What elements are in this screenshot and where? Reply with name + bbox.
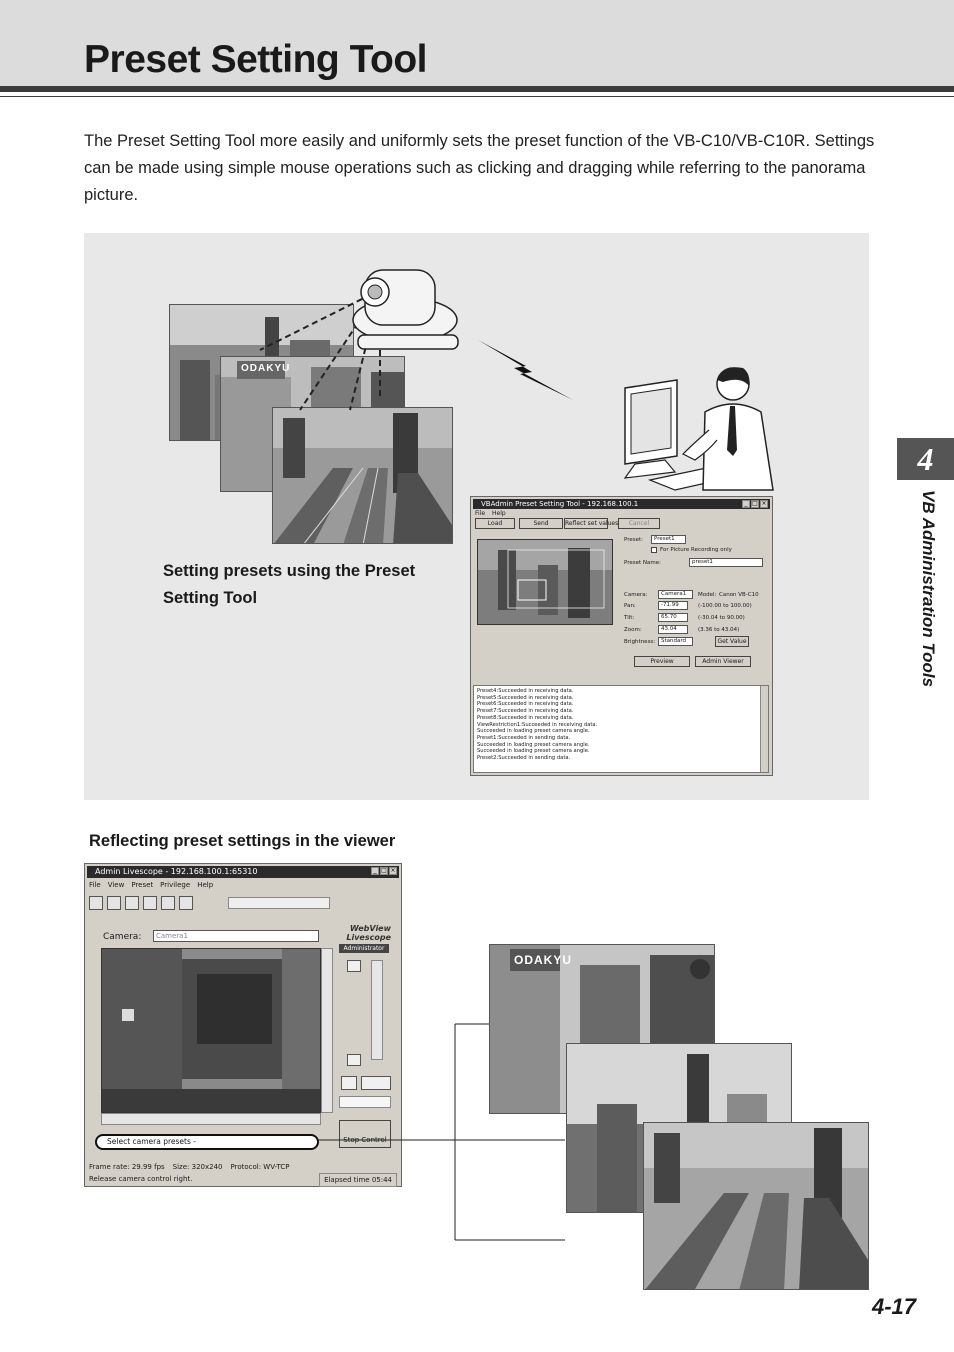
webview-logo xyxy=(339,924,391,942)
stop-control-label: Stop Control xyxy=(343,1136,387,1144)
log-line: Succeeded in loading preset camera angle. xyxy=(477,748,590,755)
menu-file[interactable]: File xyxy=(89,881,101,889)
menu-privilege[interactable]: Privilege xyxy=(160,881,191,889)
log-line: Succeeded in loading preset camera angle. xyxy=(477,741,590,748)
log-line: Preset5:Succeeded in receiving data. xyxy=(477,694,574,701)
status-message: Release camera control right. xyxy=(89,1175,193,1183)
preset-tool-window xyxy=(470,496,773,776)
chapter-side-label-text: VB Administration Tools xyxy=(919,490,938,688)
menu-view[interactable]: View xyxy=(107,881,125,889)
preset-label: Preset: xyxy=(624,537,644,543)
minimize-icon[interactable]: _ xyxy=(742,500,750,508)
toolbar-dropdown[interactable] xyxy=(228,897,330,909)
log-line: Preset8:Succeeded in receiving data. xyxy=(477,714,574,721)
preset-select[interactable] xyxy=(95,1134,319,1150)
model-value: Canon VB-C10 xyxy=(719,592,759,598)
title-rule xyxy=(0,86,954,92)
livescope-menubar xyxy=(89,881,213,889)
model-label: Model: xyxy=(698,592,717,598)
send-button[interactable]: Send xyxy=(519,518,563,529)
camera-label: Camera: xyxy=(103,932,142,942)
preset-tool-menubar xyxy=(475,510,506,517)
close-icon[interactable]: × xyxy=(761,500,767,507)
record-icon[interactable] xyxy=(125,896,139,910)
tilt-input[interactable]: 65.70 xyxy=(658,613,688,622)
preset-name-label: Preset Name: xyxy=(624,560,661,566)
figure2-caption: Reflecting preset settings in the viewer xyxy=(89,832,396,850)
logo-line-2: Livescope xyxy=(346,933,391,942)
preset-select-label: Select camera presets - xyxy=(107,1137,196,1146)
zoom-label: Zoom: xyxy=(624,627,642,633)
toolbar xyxy=(89,896,193,910)
camera-diagram xyxy=(240,250,470,420)
menu-preset[interactable]: Preset xyxy=(131,881,154,889)
close-icon[interactable]: × xyxy=(390,867,396,874)
save-icon[interactable] xyxy=(89,896,103,910)
load-button[interactable]: Load xyxy=(475,518,515,529)
odakyu-sign: ODAKYU xyxy=(241,363,291,374)
layout-icon[interactable] xyxy=(179,896,193,910)
get-value-button[interactable]: Get Value xyxy=(715,636,749,647)
zoom-in-icon[interactable] xyxy=(347,960,361,972)
intro-paragraph: The Preset Setting Tool more easily and uniformly sets the preset function of the VB-C10/VB-C10R. Settings can be made using simple mouse operations such as clicking and dragging while referring to the panorama picture. xyxy=(84,132,875,204)
page-title: Preset Setting Tool xyxy=(84,38,427,81)
log-line: Preset6:Succeeded in receiving data. xyxy=(477,701,574,708)
livescope-title: Admin Livescope - 192.168.100.1:65310 xyxy=(95,867,258,876)
pan-range: (-100.00 to 100.00) xyxy=(698,603,752,609)
odakyu-sign: ODAKYU xyxy=(514,953,573,967)
preset-photo-3 xyxy=(643,1122,869,1290)
menu-help[interactable]: Help xyxy=(492,510,506,517)
frame-rate: Frame rate: 29.99 fps xyxy=(89,1163,165,1171)
status-log xyxy=(473,685,769,773)
preset-select[interactable]: Preset1 xyxy=(651,535,686,544)
preview-button[interactable]: Preview xyxy=(634,656,690,667)
minimize-icon[interactable]: _ xyxy=(371,867,379,875)
maximize-icon[interactable]: □ xyxy=(752,500,758,507)
camera-label: Camera: xyxy=(624,592,648,598)
person-at-computer-illustration xyxy=(605,360,805,500)
log-scrollbar[interactable] xyxy=(760,686,768,772)
brightness-label: Brightness: xyxy=(624,639,656,645)
frame-size: Size: 320x240 xyxy=(172,1163,223,1171)
pan-label: Pan: xyxy=(624,603,636,609)
chapter-tab: 4 xyxy=(897,438,954,480)
preset-name-input[interactable]: preset1 xyxy=(689,558,763,567)
title-rule-thin xyxy=(0,96,954,97)
panorama-preview[interactable] xyxy=(477,539,613,625)
admin-viewer-button[interactable]: Admin Viewer xyxy=(695,656,751,667)
menu-file[interactable]: File xyxy=(475,510,486,517)
tilt-label: Tilt: xyxy=(624,615,635,621)
camera-select[interactable]: Camera1 xyxy=(153,930,319,942)
log-line: Preset7:Succeeded in receiving data. xyxy=(477,708,574,715)
administrator-badge: Administrator xyxy=(339,944,389,953)
settings-icon[interactable] xyxy=(161,896,175,910)
log-line: Preset4:Succeeded in receiving data. xyxy=(477,688,574,694)
preset-tool-title: VBAdmin Preset Setting Tool - 192.168.100.1 xyxy=(481,500,639,508)
chapter-side-label xyxy=(920,490,938,730)
for-picture-recording-label: For Picture Recording only xyxy=(660,547,732,553)
maximize-icon[interactable]: □ xyxy=(381,867,387,874)
checkbox-icon[interactable] xyxy=(651,547,657,553)
pan-input[interactable]: -71.99 xyxy=(658,601,688,610)
snapshot-icon[interactable] xyxy=(107,896,121,910)
reflect-set-values-button[interactable]: Reflect set values xyxy=(565,520,619,527)
log-line: Succeeded in loading preset camera angle. xyxy=(477,728,590,735)
live-video[interactable] xyxy=(101,948,321,1113)
city-photo-3 xyxy=(272,407,453,544)
page-number: 4-17 xyxy=(872,1294,917,1319)
logo-line-1: WebView xyxy=(349,924,391,933)
protocol: Protocol: WV-TCP xyxy=(230,1163,290,1171)
preset-tool-titlebar xyxy=(473,499,770,509)
log-line: Preset1:Succeeded in sending data. xyxy=(477,734,571,741)
elapsed-time: Elapsed time 05:44 xyxy=(319,1173,397,1187)
cancel-button[interactable]: Cancel xyxy=(618,518,660,529)
log-line: Preset2:Succeeded in sending data. xyxy=(477,755,571,762)
zoom-range: (3.36 to 43.04) xyxy=(698,627,740,633)
info-icon[interactable] xyxy=(143,896,157,910)
figure1-caption: Setting presets using the Preset Setting Tool xyxy=(163,562,416,607)
livescope-titlebar xyxy=(87,866,399,878)
menu-help[interactable]: Help xyxy=(197,881,214,889)
tilt-range: (-30.04 to 90.00) xyxy=(698,615,745,621)
log-line: ViewRestriction1:Succeeded in receiving data. xyxy=(477,721,598,728)
video-horizontal-scrollbar[interactable] xyxy=(101,1113,321,1125)
brightness-select[interactable]: Standard xyxy=(658,637,693,646)
lightning-icon xyxy=(478,338,574,402)
zoom-input[interactable]: 43.04 xyxy=(658,625,688,634)
window-controls xyxy=(371,867,397,875)
camera-select[interactable]: Camera1 xyxy=(658,590,693,599)
window-controls xyxy=(742,500,768,508)
